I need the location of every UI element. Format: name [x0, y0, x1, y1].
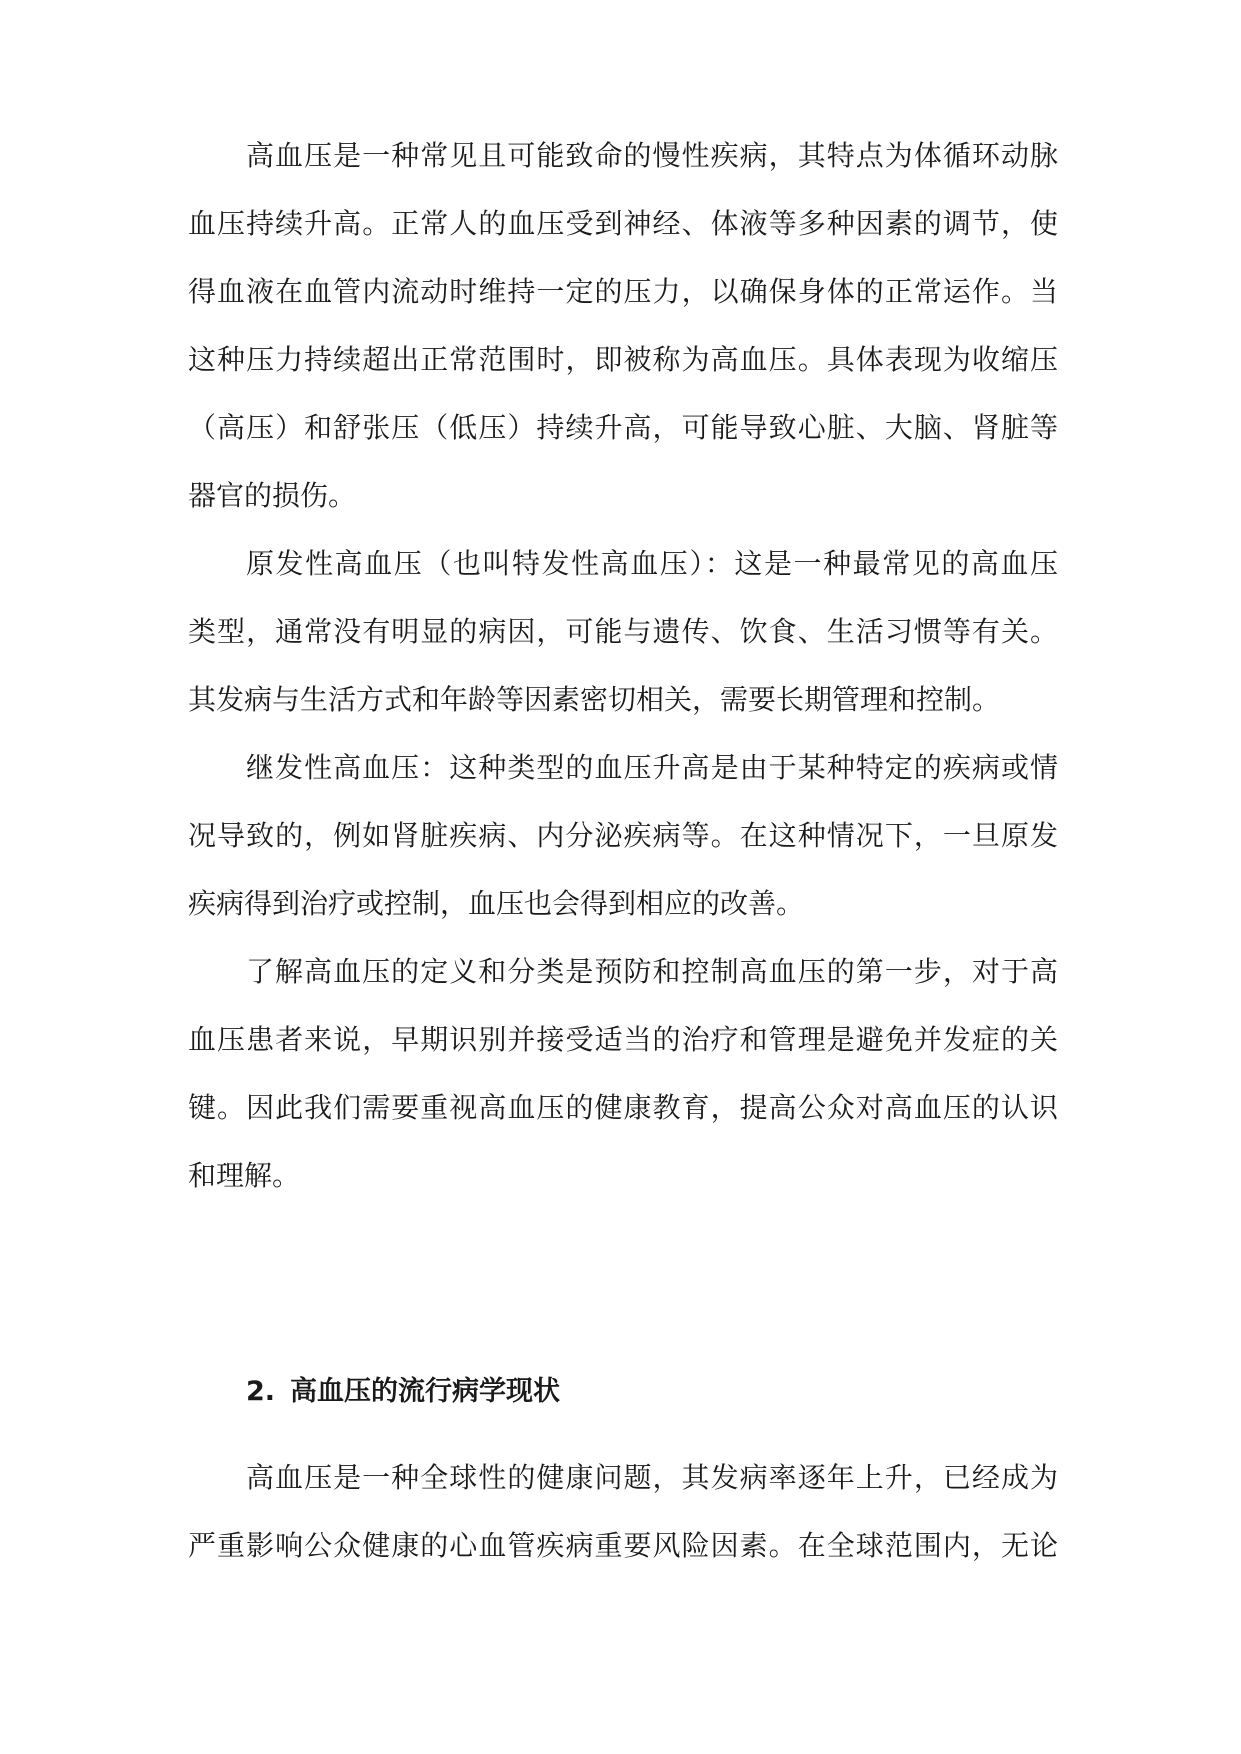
paragraph-1-line-2: 血压持续升高。正常人的血压受到神经、体液等多种因素的调节，使: [188, 207, 1058, 240]
section-paragraph-1-line-2: 严重影响公众健康的心血管疾病重要风险因素。在全球范围内，无论: [188, 1529, 1058, 1562]
paragraph-4-line-4: 和理解。: [188, 1159, 301, 1192]
paragraph-3-line-1: 继发性高血压：这种类型的血压升高是由于某种特定的疾病或情: [246, 751, 1058, 784]
paragraph-3-line-3: 疾病得到治疗或控制，血压也会得到相应的改善。: [188, 887, 805, 920]
paragraph-1-line-4: 这种压力持续超出正常范围时，即被称为高血压。具体表现为收缩压: [188, 343, 1058, 376]
paragraph-4-line-3: 键。因此我们需要重视高血压的健康教育，提高公众对高血压的认识: [188, 1091, 1058, 1124]
paragraph-1-line-5: （高压）和舒张压（低压）持续升高，可能导致心脏、大脑、肾脏等: [188, 411, 1058, 444]
section-title: 高血压的流行病学现状: [290, 1376, 560, 1407]
paragraph-4-line-1: 了解高血压的定义和分类是预防和控制高血压的第一步，对于高: [246, 955, 1058, 988]
paragraph-1-line-1: 高血压是一种常见且可能致命的慢性疾病，其特点为体循环动脉: [246, 139, 1058, 172]
paragraph-1-line-6: 器官的损伤。: [188, 479, 357, 512]
section-heading: [246, 1372, 560, 1412]
section-paragraph-1-line-1: 高血压是一种全球性的健康问题，其发病率逐年上升，已经成为: [246, 1461, 1058, 1494]
paragraph-2-line-2: 类型，通常没有明显的病因，可能与遗传、饮食、生活习惯等有关。: [188, 615, 1058, 648]
section-number: 2.: [246, 1376, 276, 1407]
paragraph-2-line-1: 原发性高血压（也叫特发性高血压）：这是一种最常见的高血压: [246, 547, 1058, 580]
paragraph-3-line-2: 况导致的，例如肾脏疾病、内分泌疾病等。在这种情况下，一旦原发: [188, 819, 1058, 852]
paragraph-1-line-3: 得血液在血管内流动时维持一定的压力，以确保身体的正常运作。当: [188, 275, 1058, 308]
paragraph-4-line-2: 血压患者来说，早期识别并接受适当的治疗和管理是避免并发症的关: [188, 1023, 1058, 1056]
paragraph-2-line-3: 其发病与生活方式和年龄等因素密切相关，需要长期管理和控制。: [188, 683, 1001, 716]
